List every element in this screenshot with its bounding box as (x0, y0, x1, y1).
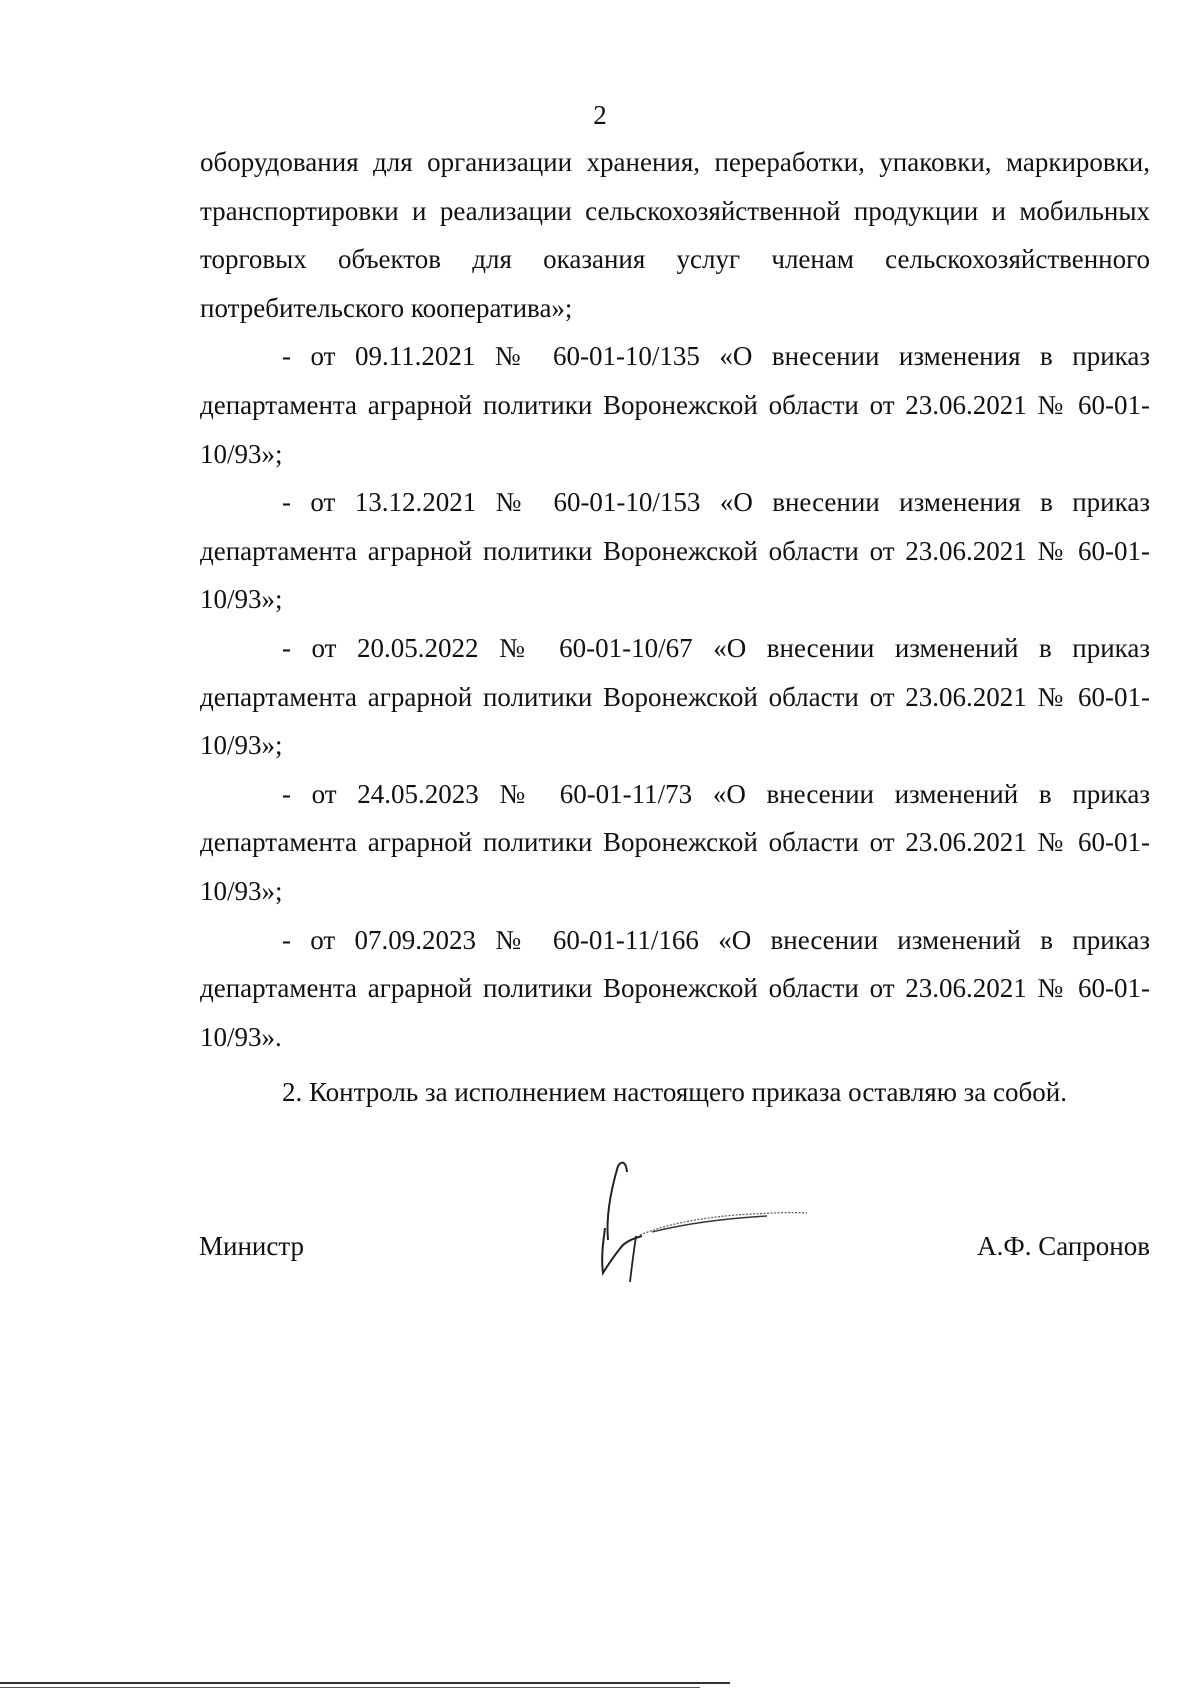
list-item-amendment: - от 24.05.2023 № 60-01-11/73 «О внесении изменений в приказ департамента аграрной политики Воронежской области от 23.06.2021 № 60-01-10/93»; (200, 778, 1150, 906)
scan-edge-line (0, 1687, 700, 1688)
paragraph-control-clause: 2. Контроль за исполнением настоящего приказа оставляю за собой. (282, 1077, 1067, 1108)
signatory-name: А.Ф. Сапронов (977, 1231, 1150, 1261)
document-body (200, 138, 1150, 1117)
list-item-amendment: - от 13.12.2021 № 60-01-10/153 «О внесении изменения в приказ департамента аграрной политики Воронежской области от 23.06.2021 № 60-01-10/93»; (200, 487, 1150, 615)
list-item-amendment: - от 09.11.2021 № 60-01-10/135 «О внесении изменения в приказ департамента аграрной политики Воронежской области от 23.06.2021 № 60-01-10/93»; (200, 341, 1150, 469)
list-item-amendment: - от 07.09.2023 № 60-01-11/166 «О внесении изменений в приказ департамента аграрной политики Воронежской области от 23.06.2021 № 60-01-10/93». (200, 924, 1150, 1052)
handwritten-signature (592, 1158, 832, 1288)
scan-edge-line (0, 1682, 730, 1684)
list-item-amendment: - от 20.05.2022 № 60-01-10/67 «О внесении изменений в приказ департамента аграрной политики Воронежской области от 23.06.2021 № 60-01-10/93»; (200, 632, 1150, 761)
paragraph-continuation: оборудования для организации хранения, переработки, упаковки, маркировки, транспортировки и реализации сельскохозяйственной продукции и мобильных торговых объектов для оказания услуг членам сельскохозяйственного потребительского кооператива»; (200, 147, 1150, 323)
signatory-title: Министр (199, 1231, 304, 1261)
page-number: 2 (593, 100, 607, 130)
